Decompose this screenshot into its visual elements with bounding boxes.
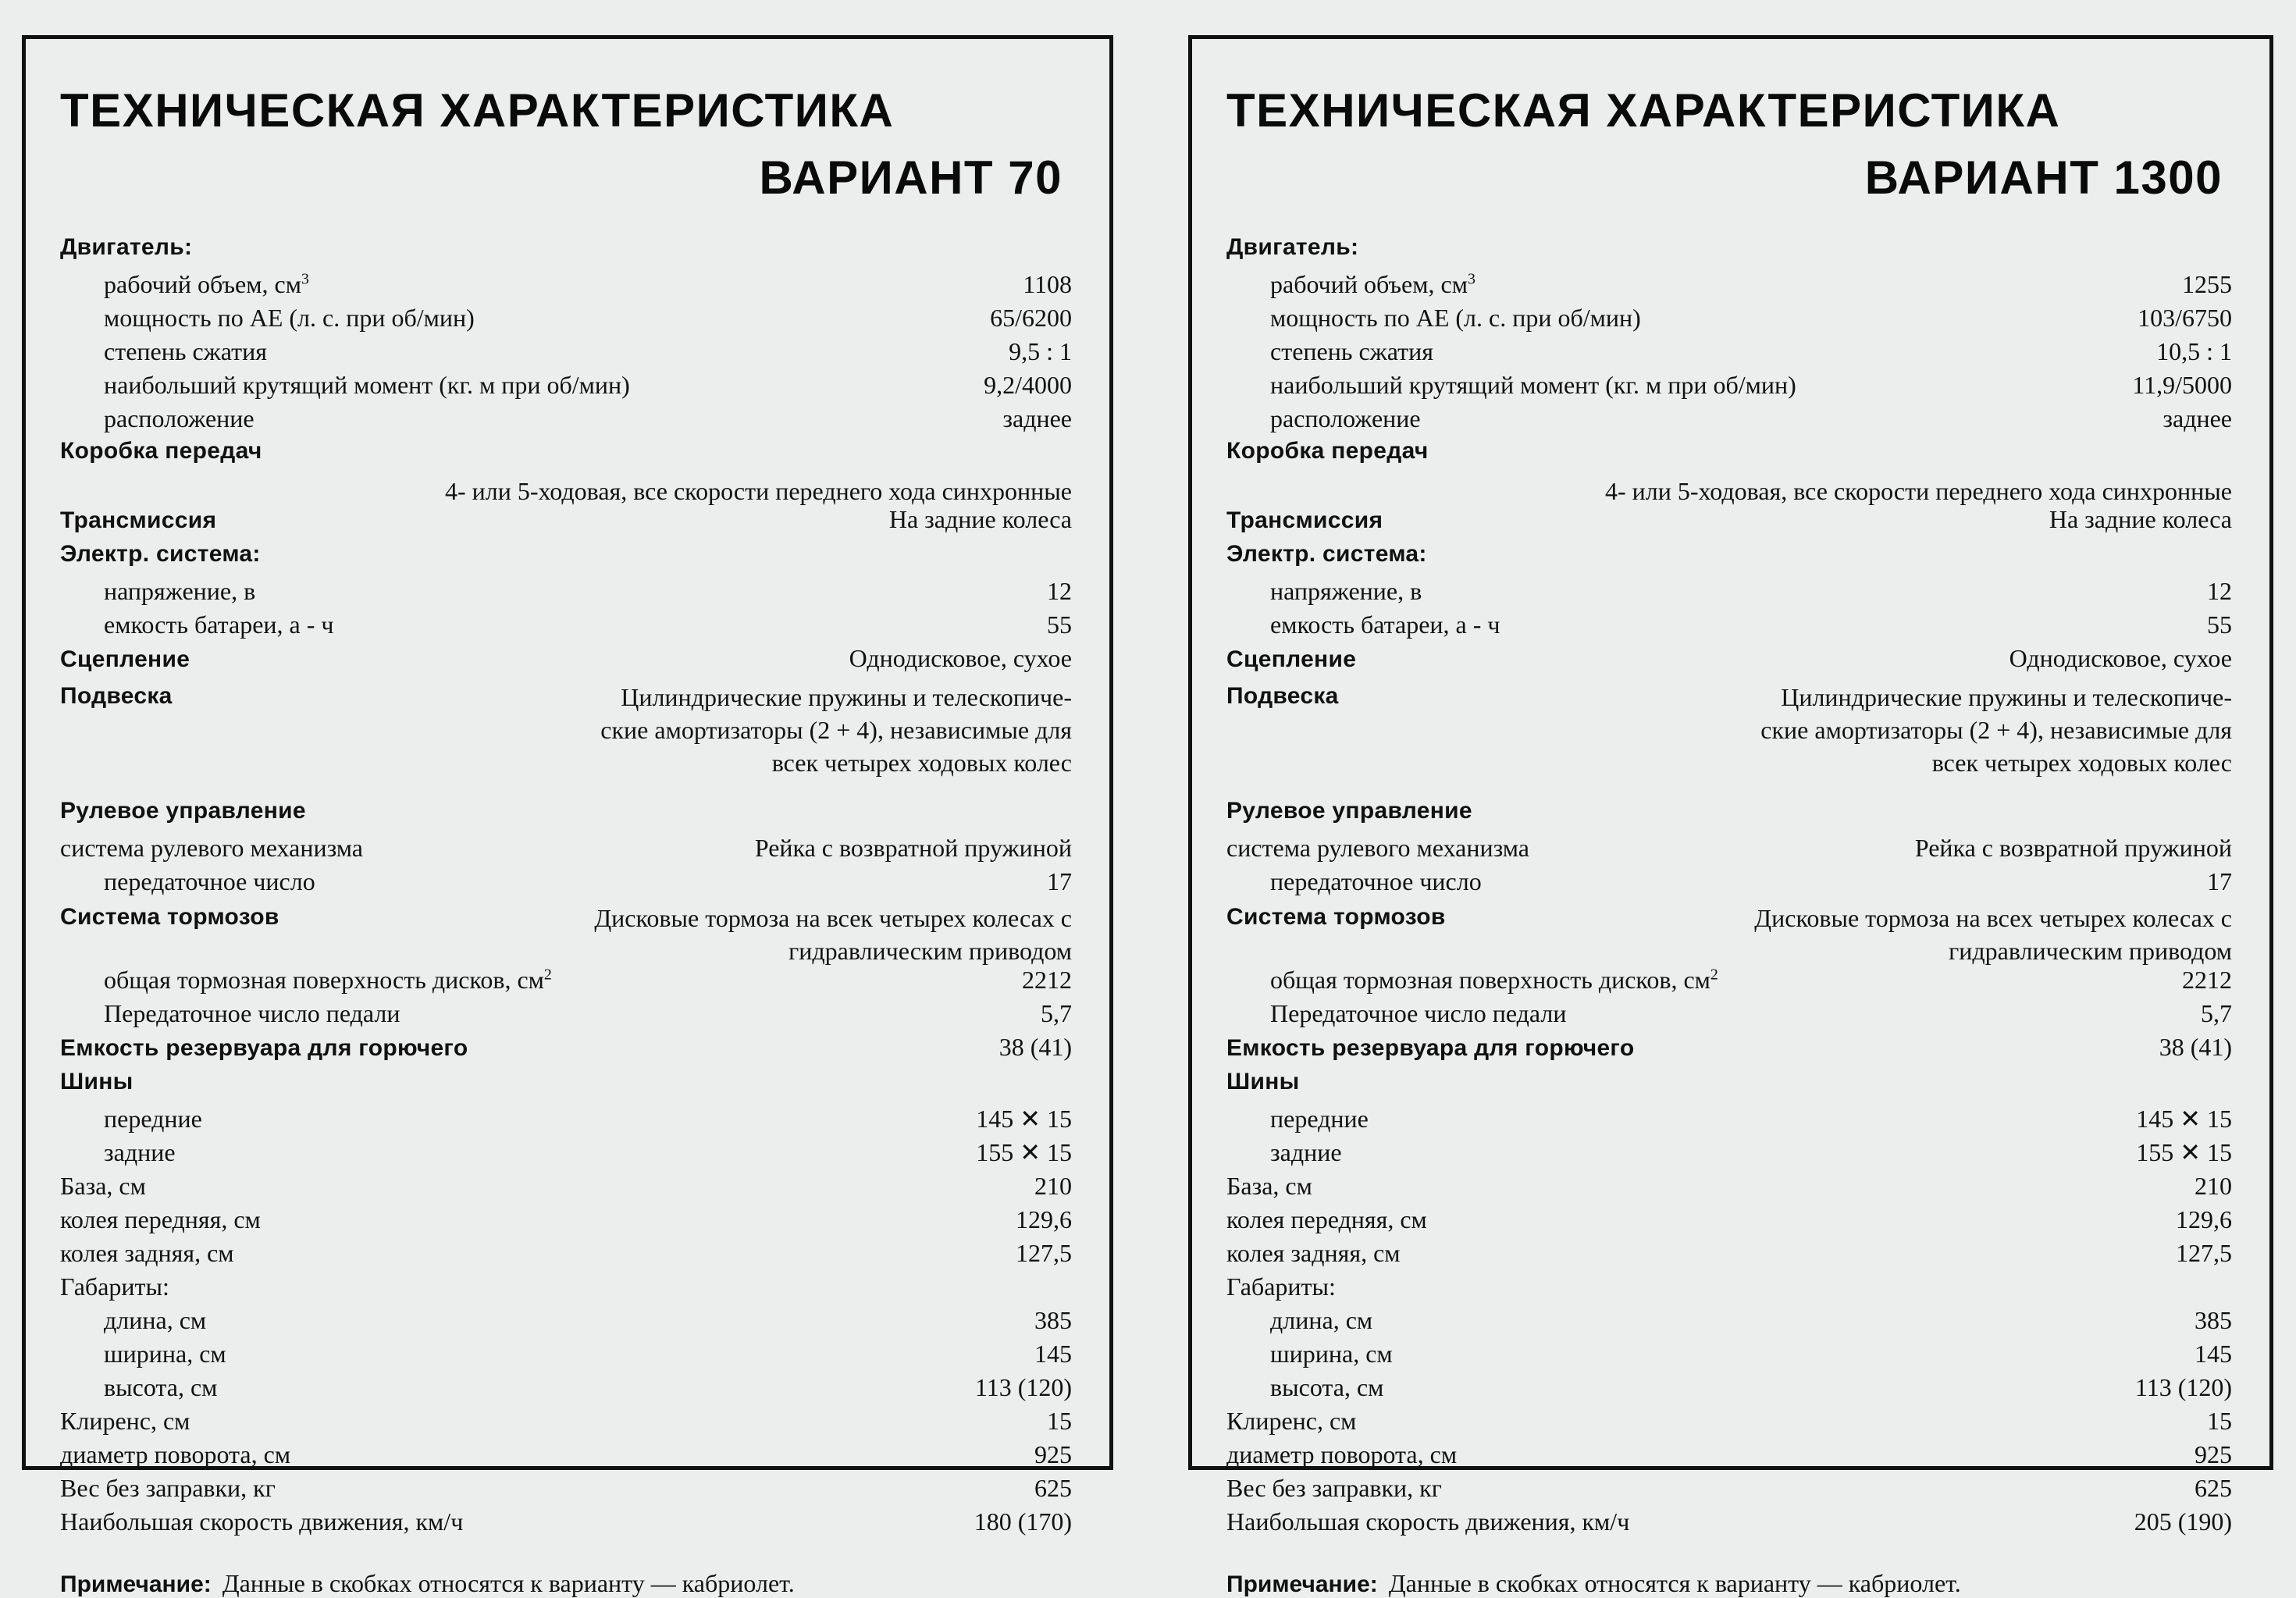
- spec-row-pedal-ratio: Передаточное число педали 5,7: [1270, 999, 2232, 1028]
- section-steering: Рулевое управление: [1226, 798, 1472, 824]
- brakes-line-1: Дисковые тормоза на всек четырех колесах с: [594, 904, 1072, 933]
- suspension-line-1: Цилиндрические пружины и телескопиче-: [1781, 683, 2232, 712]
- spec-row-gearbox-description: 4- или 5-ходовая, все скорости переднего хода синхронные: [444, 477, 1072, 505]
- section-tires: Шины: [60, 1069, 133, 1095]
- spec-row-height: высота, см 113 (120): [1270, 1373, 2232, 1402]
- spec-row-clearance: Клиренс, см 15: [1226, 1407, 2232, 1436]
- spec-panel-variant-70: [22, 35, 1113, 1598]
- section-brakes: Система тормозов Дисковые тормоза на всех четырех колесах с гидравлическим приводом: [1226, 902, 2235, 967]
- page-title: ТЕХНИЧЕСКАЯ ХАРАКТЕРИСТИКА: [1226, 84, 2061, 137]
- page-title: ТЕХНИЧЕСКАЯ ХАРАКТЕРИСТИКА: [60, 84, 895, 137]
- section-dimensions: Габариты:: [60, 1272, 169, 1301]
- section-electrical: Электр. система:: [60, 541, 261, 568]
- section-engine: Двигатель:: [60, 234, 193, 260]
- spec-list: [60, 236, 1075, 1598]
- spec-row-voltage: напряжение, в 12: [104, 577, 1072, 606]
- suspension-line-3: всек четырех ходовых колес: [1931, 748, 2232, 777]
- section-steering: Рулевое управление: [60, 798, 306, 824]
- spec-row-engine-position: расположение заднее: [104, 404, 1072, 432]
- spec-row-engine-position: расположение заднее: [1270, 404, 2232, 432]
- section-gearbox: Коробка передач: [60, 438, 262, 464]
- section-clutch: Сцепление Однодисковое, сухое: [1226, 644, 2232, 673]
- page-subtitle: ВАРИАНТ 1300: [1864, 151, 2223, 204]
- spec-row-torque: наибольший крутящий момент (кг. м при об/мин) 9,2/4000: [104, 371, 1072, 399]
- spec-row-displacement: рабочий объем, $см^3$ 1255: [1270, 270, 2232, 298]
- spec-list: [1226, 236, 2235, 1598]
- spec-row-turning-diameter: диаметр поворота, см 925: [60, 1440, 1072, 1469]
- spec-row-gearbox-description: 4- или 5-ходовая, все скорости переднего хода синхронные: [1604, 477, 2232, 505]
- suspension-line-2: ские амортизаторы (2 + 4), независимые для: [1760, 715, 2232, 744]
- spec-row-battery: емкость батареи, а - ч 55: [1270, 610, 2232, 639]
- brakes-line-1: Дисковые тормоза на всех четырех колесах с: [1754, 904, 2232, 933]
- section-transmission: Трансмиссия На задние колеса: [1226, 505, 2232, 534]
- spec-row-compression: степень сжатия 10,5 : 1: [1270, 337, 2232, 365]
- section-clutch: Сцепление Однодисковое, сухое: [60, 644, 1072, 673]
- panel-title-block: [1226, 84, 2235, 204]
- spec-row-wheelbase: База, см 210: [1226, 1172, 2232, 1201]
- section-dimensions: Габариты:: [1226, 1272, 1336, 1301]
- spec-row-height: высота, см 113 (120): [104, 1373, 1072, 1402]
- spec-row-compression: степень сжатия 9,5 : 1: [104, 337, 1072, 365]
- spec-row-tires-rear: задние 155 ✕ 15: [104, 1138, 1072, 1167]
- spec-row-track-front: колея передняя, см 129,6: [1226, 1205, 2232, 1234]
- spec-row-tires-front: передние 145 ✕ 15: [1270, 1105, 2232, 1134]
- spec-row-track-front: колея передняя, см 129,6: [60, 1205, 1072, 1234]
- spec-row-tires-rear: задние 155 ✕ 15: [1270, 1138, 2232, 1167]
- footnote: [1226, 1569, 2235, 1598]
- suspension-line-1: Цилиндрические пружины и телескопиче-: [621, 683, 1072, 712]
- page-subtitle: ВАРИАНТ 70: [759, 151, 1063, 204]
- footnote-label: Примечание:: [1226, 1571, 1378, 1598]
- spec-row-track-rear: колея задняя, см 127,5: [60, 1239, 1072, 1268]
- spec-row-brake-area: общая тормозная поверхность дисков, $см^2$ 2212: [104, 966, 1072, 995]
- suspension-line-2: ские амортизаторы (2 + 4), независимые для: [600, 715, 1072, 744]
- section-suspension: Подвеска Цилиндрические пружины и телескопиче- ские амортизаторы (2 + 4), независимые для всек четырех ходовых колес: [60, 682, 1075, 779]
- spec-row-displacement: рабочий объем, $см^3$ 1108: [104, 270, 1072, 298]
- spec-row-steering-system: система рулевого механизма Рейка с возвратной пружиной: [1226, 834, 2232, 863]
- spec-row-voltage: напряжение, в 12: [1270, 577, 2232, 606]
- section-engine: Двигатель:: [1226, 234, 1359, 260]
- section-gearbox: Коробка передач: [1226, 438, 1429, 464]
- section-fuel-tank: Емкость резервуара для горючего 38 (41): [1226, 1033, 2232, 1062]
- spec-row-steering-ratio: передаточное число 17: [104, 867, 1072, 896]
- spec-row-track-rear: колея задняя, см 127,5: [1226, 1239, 2232, 1268]
- section-suspension: Подвеска Цилиндрические пружины и телескопиче- ские амортизаторы (2 + 4), независимые для всек четырех ходовых колес: [1226, 682, 2235, 779]
- spec-row-brake-area: общая тормозная поверхность дисков, $см^2$ 2212: [1270, 966, 2232, 995]
- spec-row-top-speed: Наибольшая скорость движения, км/ч 180 (170): [60, 1507, 1072, 1536]
- spec-panel-variant-1300: [1188, 35, 2273, 1598]
- spec-row-dry-weight: Вес без заправки, кг 625: [60, 1474, 1072, 1503]
- section-tires: Шины: [1226, 1069, 1300, 1095]
- panel-title-block: [60, 84, 1075, 204]
- footnote: [60, 1569, 1075, 1598]
- spec-row-length: длина, см 385: [1270, 1306, 2232, 1335]
- footnote-label: Примечание:: [60, 1571, 212, 1598]
- spec-row-turning-diameter: диаметр поворота, см 925: [1226, 1440, 2232, 1469]
- section-brakes: Система тормозов Дисковые тормоза на всек четырех колесах с гидравлическим приводом: [60, 902, 1075, 967]
- spec-row-power: мощность по АЕ (л. с. при об/мин) 103/6750: [1270, 304, 2232, 332]
- brakes-line-2: гидравлическим приводом: [788, 936, 1072, 965]
- spec-row-wheelbase: База, см 210: [60, 1172, 1072, 1201]
- section-fuel-tank: Емкость резервуара для горючего 38 (41): [60, 1033, 1072, 1062]
- spec-row-tires-front: передние 145 ✕ 15: [104, 1105, 1072, 1134]
- spec-row-battery: емкость батареи, а - ч 55: [104, 610, 1072, 639]
- footnote-text: Данные в скобках относятся к варианту — кабриолет.: [222, 1569, 795, 1598]
- spec-row-width: ширина, см 145: [1270, 1340, 2232, 1368]
- section-transmission: Трансмиссия На задние колеса: [60, 505, 1072, 534]
- spec-row-pedal-ratio: Передаточное число педали 5,7: [104, 999, 1072, 1028]
- brakes-line-2: гидравлическим приводом: [1949, 936, 2232, 965]
- spec-row-length: длина, см 385: [104, 1306, 1072, 1335]
- spec-row-steering-system: система рулевого механизма Рейка с возвратной пружиной: [60, 834, 1072, 863]
- spec-row-power: мощность по АЕ (л. с. при об/мин) 65/6200: [104, 304, 1072, 332]
- spec-row-torque: наибольший крутящий момент (кг. м при об/мин) 11,9/5000: [1270, 371, 2232, 399]
- spec-row-top-speed: Наибольшая скорость движения, км/ч 205 (190): [1226, 1507, 2232, 1536]
- spec-row-width: ширина, см 145: [104, 1340, 1072, 1368]
- footnote-text: Данные в скобках относятся к варианту — кабриолет.: [1388, 1569, 1961, 1598]
- spec-row-clearance: Клиренс, см 15: [60, 1407, 1072, 1436]
- suspension-line-3: всек четырех ходовых колес: [771, 748, 1072, 777]
- section-electrical: Электр. система:: [1226, 541, 1427, 568]
- spec-row-steering-ratio: передаточное число 17: [1270, 867, 2232, 896]
- spec-row-dry-weight: Вес без заправки, кг 625: [1226, 1474, 2232, 1503]
